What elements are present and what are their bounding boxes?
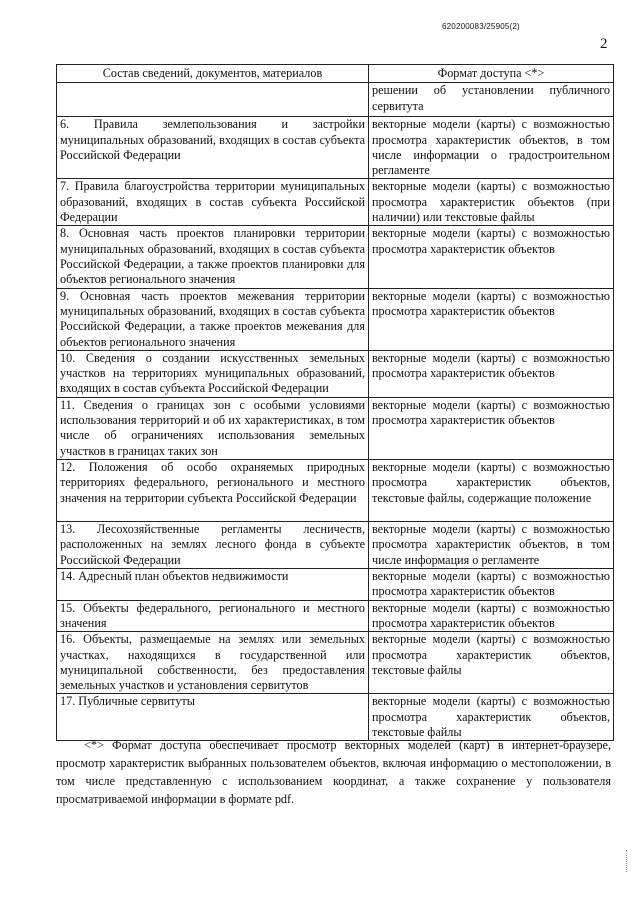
table-cell-left	[57, 694, 369, 741]
table-row	[57, 226, 614, 288]
table-cell-left	[57, 288, 369, 350]
continuation-text: решении об установлении публичного сервитута	[372, 83, 610, 113]
cell-text: 9. Основная часть проектов межевания территории муниципальных образований, входящих в состав субъекта Российской Федерации, а также проектов межевания для объектов регионального значения	[60, 288, 365, 349]
document-number: 620200083/25905(2)	[442, 22, 520, 31]
table-cell-right	[369, 179, 614, 226]
table-row	[57, 397, 614, 459]
table-cell-right	[369, 350, 614, 397]
table-cell-right	[369, 600, 614, 632]
cell-text: векторные модели (карты) с возможностью просмотра характеристик объектов, в том числе информации о градостроительном регламенте	[372, 117, 610, 178]
cell-text: векторные модели (карты) с возможностью просмотра характеристик объектов	[372, 226, 610, 256]
cell-text: векторные модели (карты) с возможностью просмотра характеристик объектов	[372, 350, 610, 381]
cell-text: векторные модели (карты) с возможностью просмотра характеристик объектов (при наличии) или текстовые файлы	[372, 179, 610, 225]
page-number: 2	[600, 36, 608, 52]
cell-text: векторные модели (карты) с возможностью просмотра характеристик объектов, текстовые файлы	[372, 694, 610, 740]
cell-text: 8. Основная часть проектов планировки территории муниципальных образований, входящих в состав субъекта Российской Федерации, а также проектов планировки для объектов регионального значения	[60, 226, 365, 287]
cell-text: 6. Правила землепользования и застройки муниципальных образований, входящих в состав субъекта Российской Федерации	[60, 117, 365, 162]
cell-text: 11. Сведения о границах зон с особыми условиями использования территорий и об их характеристиках, в том числе об ограничениях использования земельных участков в границах таких зон	[60, 397, 365, 458]
table-cell-right	[369, 460, 614, 522]
cell-text: 17. Публичные сервитуты	[60, 694, 195, 709]
scan-edge-mark	[626, 850, 629, 872]
table-cell-left	[57, 600, 369, 632]
table-cell-right	[369, 694, 614, 741]
table-row	[57, 632, 614, 694]
table-row	[57, 694, 614, 741]
cell-text: векторные модели (карты) с возможностью просмотра характеристик объектов, текстовые файлы	[372, 632, 610, 677]
table-header-row	[57, 65, 614, 83]
table-row	[57, 350, 614, 397]
table-cell-left	[57, 350, 369, 397]
table-cell-left	[57, 117, 369, 179]
table-cell-left	[57, 226, 369, 288]
cell-text: 15. Объекты федерального, регионального и местного значения	[60, 600, 365, 630]
table-row	[57, 288, 614, 350]
table-cell-right	[369, 226, 614, 288]
table-row	[57, 522, 614, 569]
cell-text: векторные модели (карты) с возможностью просмотра характеристик объектов	[372, 600, 610, 630]
cell-text: векторные модели (карты) с возможностью просмотра характеристик объектов, в том числе информация о регламенте	[372, 522, 610, 567]
data-access-table	[56, 64, 614, 741]
column-header-format: Формат доступа <*>	[369, 65, 614, 83]
table-row	[57, 460, 614, 522]
table-cell-right	[369, 83, 614, 117]
table-cell-right	[369, 397, 614, 459]
cell-text: векторные модели (карты) с возможностью просмотра характеристик объектов	[372, 397, 610, 428]
cell-text: 16. Объекты, размещаемые на землях или земельных участках, находящихся в государственной или муниципальной собственности, без предоставления земельных участков и установления сервитутов	[60, 632, 365, 693]
table-cell-right	[369, 288, 614, 350]
table-cell-left	[57, 522, 369, 569]
cell-text: 13. Лесохозяйственные регламенты лесничеств, расположенных на землях лесного фонда в субъекте Российской Федерации	[60, 522, 365, 567]
cell-text: 14. Адресный план объектов недвижимости	[60, 569, 289, 584]
table-cell-left	[57, 179, 369, 226]
table-cell-left	[57, 632, 369, 694]
cell-text: 12. Положения об особо охраняемых природных территориях федерального, регионального и местного значения на территории субъекта Российской Федерации	[60, 460, 365, 505]
cell-text: векторные модели (карты) с возможностью просмотра характеристик объектов, текстовые файлы, содержащие положение	[372, 460, 610, 505]
table-cell-left	[57, 83, 369, 117]
table-cell-left	[57, 397, 369, 459]
table-cell-right	[369, 117, 614, 179]
table-cell-right	[369, 522, 614, 569]
cell-text: векторные модели (карты) с возможностью просмотра характеристик объектов	[372, 288, 610, 318]
footnote: <*> Формат доступа обеспечивает просмотр векторных моделей (карт) в интернет-браузере, просмотр характеристик выбранных пользователем объектов, включая информацию о местоположении, в том числе представленную с использованием координат, а также сохранение у пользователя просматриваемой информации в формате pdf.	[56, 738, 611, 806]
table-row	[57, 83, 614, 117]
table-cell-right	[369, 569, 614, 601]
table-cell-left	[57, 460, 369, 522]
table-row	[57, 600, 614, 632]
cell-text: векторные модели (карты) с возможностью просмотра характеристик объектов	[372, 569, 610, 599]
column-header-contents: Состав сведений, документов, материалов	[57, 65, 369, 83]
table-row	[57, 179, 614, 226]
table-row	[57, 117, 614, 179]
table-cell-right	[369, 632, 614, 694]
table-row	[57, 569, 614, 601]
cell-text: 10. Сведения о создании искусственных земельных участков на территориях муниципальных образований, входящих в состав субъекта Российской Федерации	[60, 350, 365, 396]
table-cell-left	[57, 569, 369, 601]
cell-text: 7. Правила благоустройства территории муниципальных образований, входящих в состав субъекта Российской Федерации	[60, 179, 365, 225]
